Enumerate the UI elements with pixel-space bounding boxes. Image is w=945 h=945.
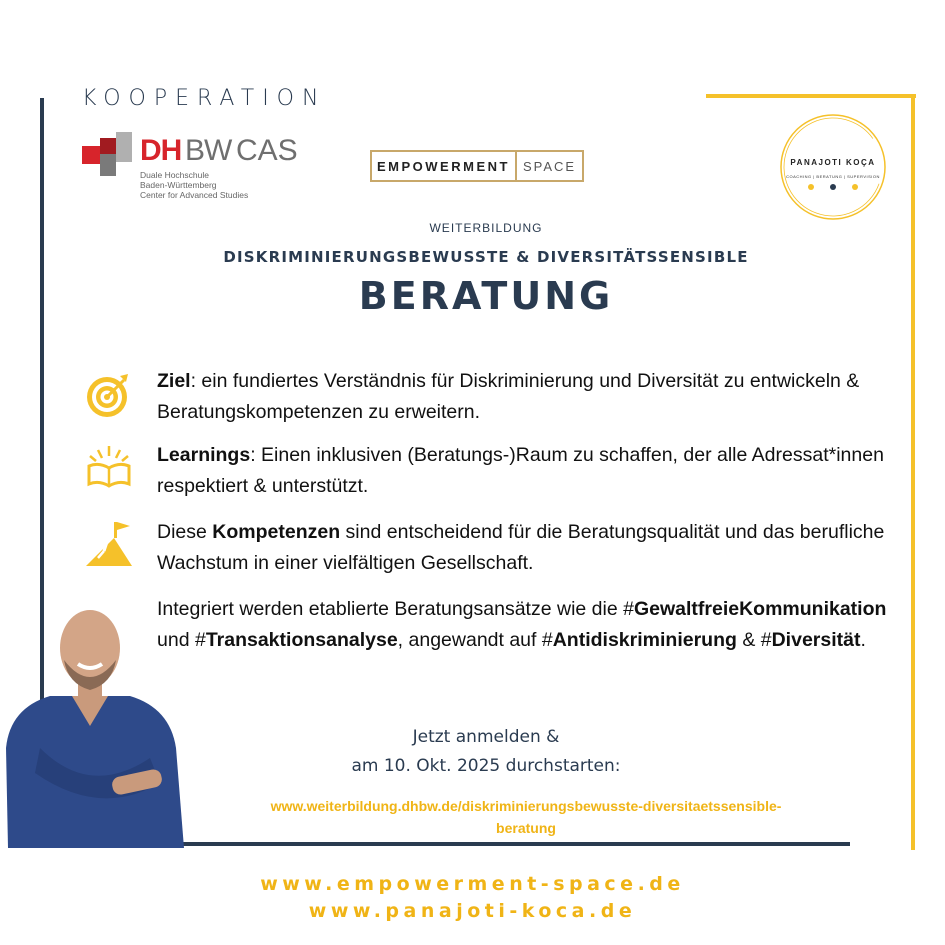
target-icon	[84, 370, 134, 420]
program-title: BERATUNG	[358, 274, 614, 318]
hashtag-diversitaet: Diversität	[771, 629, 861, 651]
approaches-text: , angewandt auf #	[397, 629, 553, 651]
empowerment-space-logo	[370, 150, 584, 182]
competencies-text: sind entscheidend für die Beratungsqualität und das berufliche Wachstum in einer vielfältigen Gesellschaft.	[157, 521, 885, 574]
registration-link-line[interactable]: beratung	[496, 820, 556, 836]
goal-paragraph	[157, 366, 907, 428]
kooperation-heading: KOOPERATION	[82, 86, 327, 111]
approaches-text: .	[860, 629, 866, 651]
climbing-icon	[84, 518, 134, 568]
program-subtitle: DISKRIMINIERUNGSBEWUSSTE & DIVERSITÄTSSENSIBLE	[223, 248, 749, 266]
approaches-paragraph	[157, 594, 907, 656]
cta-line-2: am 10. Okt. 2025 durchstarten:	[351, 756, 621, 776]
approaches-text: Integriert werden etablierte Beratungsansätze wie die #	[157, 598, 634, 620]
hashtag-gfk: GewaltfreieKommunikation	[633, 598, 887, 620]
learnings-text: : Einen inklusiven (Beratungs-)Raum zu schaffen, der alle Adressat*innen respektiert & unterstützt.	[157, 444, 884, 497]
dhbw-bw-text: BW	[185, 134, 232, 167]
open-book-icon	[84, 442, 134, 492]
competencies-label: Kompetenzen	[212, 521, 341, 543]
goal-label: Ziel	[157, 370, 191, 392]
dhbw-cas-logo	[82, 128, 302, 202]
registration-link[interactable]	[176, 795, 876, 839]
panajoti-tagline: COACHING | BERATUNG | SUPERVISION	[786, 174, 880, 179]
dhbw-mark-icon	[82, 130, 134, 178]
registration-link-line[interactable]: www.weiterbildung.dhbw.de/diskriminierungsbewusste-diversitaetssensible-	[270, 798, 782, 814]
cta-line-1: Jetzt anmelden &	[412, 727, 560, 747]
panajoti-koca-logo	[778, 112, 888, 222]
hashtag-antidiskriminierung: Antidiskriminierung	[552, 629, 737, 651]
empowerment-text: EMPOWERMENT	[372, 152, 517, 180]
dhbw-sub-line: Duale Hochschule	[140, 170, 209, 180]
learnings-label: Learnings	[157, 444, 251, 466]
circle-ring-icon	[778, 112, 888, 222]
frame-line-bottom	[140, 842, 850, 846]
frame-line-top-right	[706, 94, 916, 98]
competencies-pre: Diese	[157, 521, 213, 543]
dhbw-sub-line: Center for Advanced Studies	[140, 190, 249, 200]
approaches-text: & #	[736, 629, 772, 651]
panajoti-name: PANAJOTI KOÇA	[790, 158, 876, 167]
category-label: WEITERBILDUNG	[429, 221, 543, 235]
dhbw-subtitle	[140, 170, 248, 200]
presenter-photo	[0, 598, 190, 848]
dhbw-dh-text: DH	[140, 134, 182, 167]
dhbw-sub-line: Baden-Württemberg	[140, 180, 217, 190]
learnings-paragraph	[157, 440, 907, 502]
footer-link-panajoti[interactable]: www.panajoti-koca.de	[308, 900, 637, 922]
dhbw-cas-text: CAS	[236, 134, 298, 167]
space-text: SPACE	[522, 158, 577, 174]
footer-link-empowerment[interactable]: www.empowerment-space.de	[260, 873, 685, 895]
approaches-text: und #	[157, 629, 206, 651]
competencies-paragraph	[157, 517, 907, 579]
hashtag-ta: Transaktionsanalyse	[205, 629, 398, 651]
goal-text: : ein fundiertes Verständnis für Diskriminierung und Diversität zu entwickeln & Beratungskompetenzen zu erweitern.	[157, 370, 860, 423]
